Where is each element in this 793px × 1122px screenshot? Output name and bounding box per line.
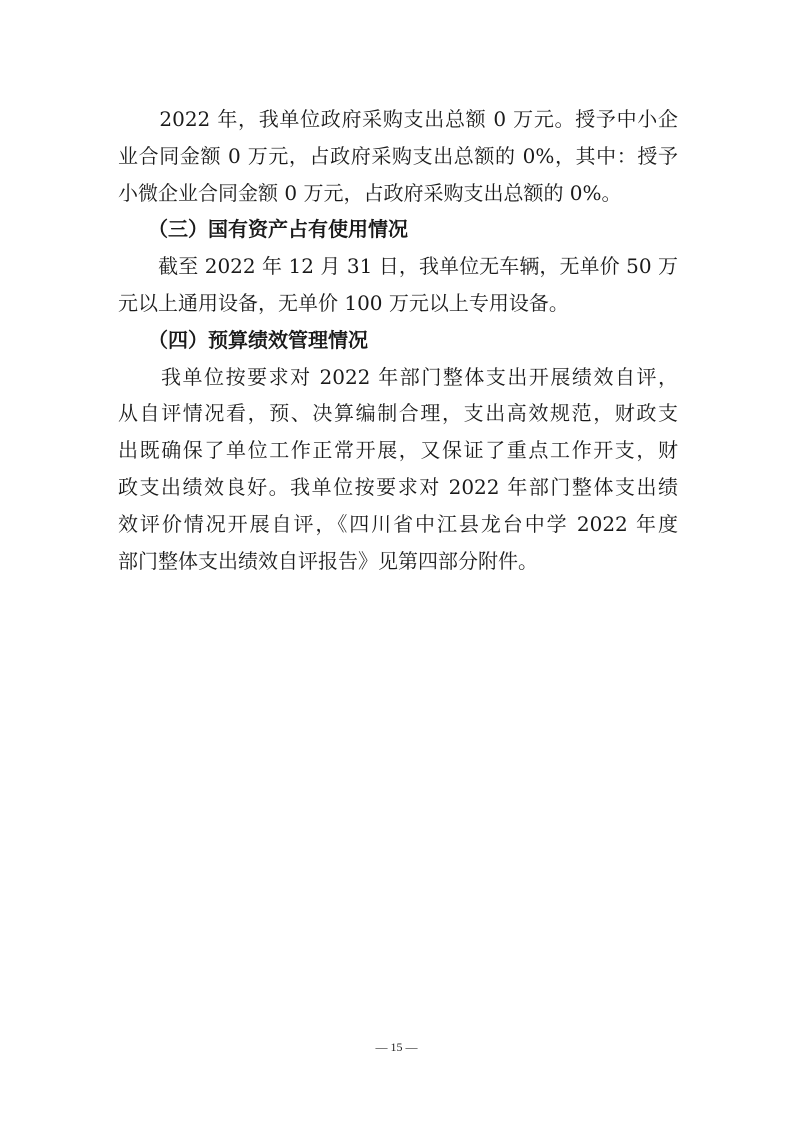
section-heading-assets: （三）国有资产占有使用情况: [118, 217, 408, 242]
paragraph-line: 政支出绩效良好。我单位按要求对 2022 年部门整体支出绩: [118, 474, 678, 499]
page-body: [118, 101, 678, 579]
performance-paragraph: [118, 359, 678, 580]
paragraph-line: 元以上通用设备，无单价 100 万元以上专用设备。: [118, 290, 569, 315]
paragraph-line: 出既确保了单位工作正常开展，又保证了重点工作开支，财: [118, 438, 678, 463]
procurement-paragraph: [118, 101, 678, 211]
paragraph-line: 小微企业合同金额 0 万元，占政府采购支出总额的 0%。: [118, 180, 622, 205]
paragraph-line: 部门整体支出绩效自评报告》见第四部分附件。: [118, 548, 538, 573]
paragraph-line: 我单位按要求对 2022 年部门整体支出开展绩效自评，: [118, 364, 678, 389]
paragraph-line: 2022 年，我单位政府采购支出总额 0 万元。授予中小企: [118, 107, 678, 131]
section-heading-performance: （四）预算绩效管理情况: [118, 327, 368, 352]
paragraph-line: 从自评情况看，预、决算编制合理，支出高效规范，财政支: [118, 401, 678, 426]
paragraph-line: 效评价情况开展自评，《四川省中江县龙台中学 2022 年度: [118, 511, 678, 536]
page-number: — 15 —: [375, 1040, 418, 1054]
paragraph-line: 业合同金额 0 万元，占政府采购支出总额的 0%，其中：授予: [118, 143, 678, 168]
paragraph-line: 截至 2022 年 12 月 31 日，我单位无车辆，无单价 50 万: [118, 254, 678, 279]
assets-paragraph: [118, 248, 678, 322]
